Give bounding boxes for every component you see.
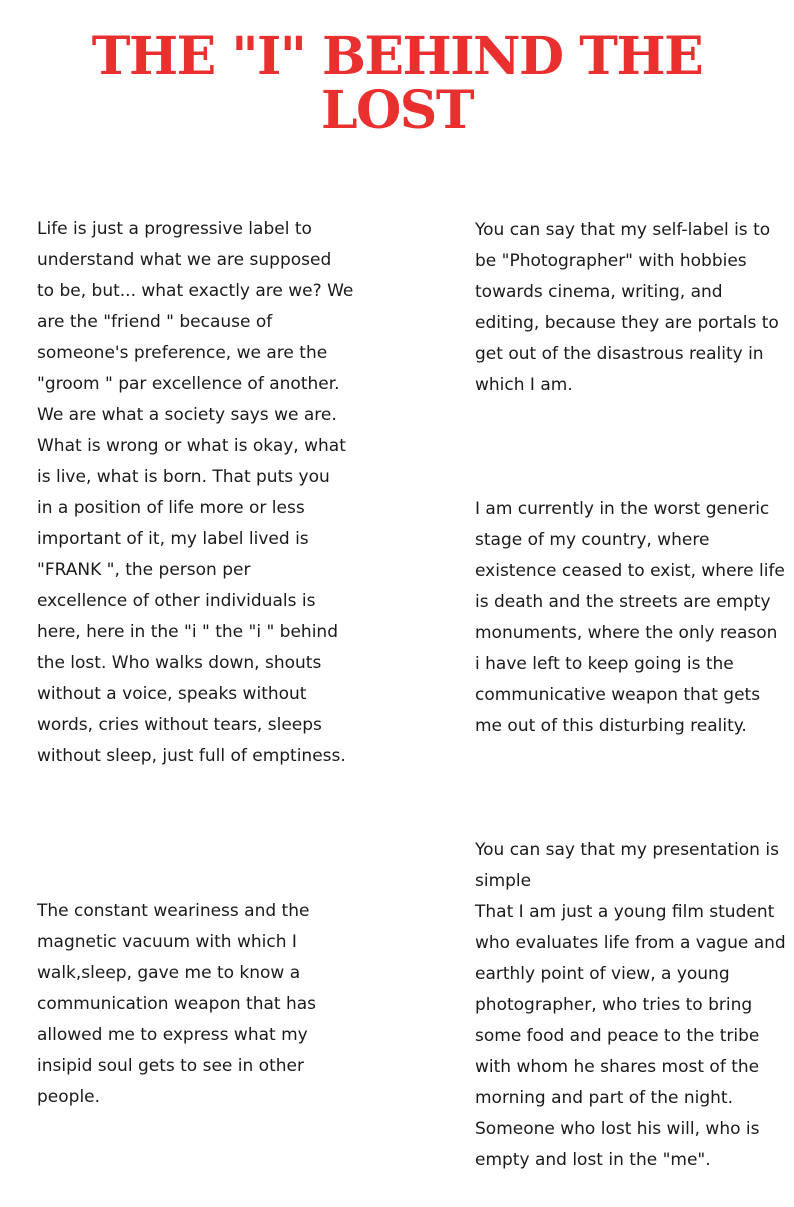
paragraph-spacer (475, 432, 794, 463)
right-column (475, 184, 794, 1207)
left-column (37, 183, 367, 1144)
title-line-2: LOST (320, 80, 474, 141)
paragraph-spacer (475, 773, 794, 804)
right-paragraph-2: I am currently in the worst generic stage of my country, where existence ceased to exist, where life is death and the streets are empty monuments, where the only reason i have left to keep going is the communicative weapon that gets me out of this disturbing reality. (475, 499, 785, 736)
left-paragraph-2: The constant weariness and the magnetic vacuum with which I walk,sleep, gave me to know a communication weapon that has allowed me to express what my insipid soul gets to see in other people. (37, 901, 316, 1107)
paragraph-spacer (37, 803, 367, 865)
right-paragraph-1: You can say that my self-label is to be "Photographer" with hobbies towards cinema, writing, and editing, because they are portals to get out of the disastrous reality in which I am. (475, 220, 779, 395)
title-line-1: THE "I" BEHIND THE (91, 26, 703, 87)
right-paragraph-3: You can say that my presentation is simple That I am just a young film student who evaluates life from a vague and earthly point of view, a young photographer, who tries to bring some food and peace to the tribe with whom he shares most of the morning and part of the night. Someone who lost his will, who is empty and lost in the "me". (475, 840, 786, 1170)
left-paragraph-1: Life is just a progressive label to understand what we are supposed to be, but... what exactly are we? We are the "friend " because of someone's preference, we are the "groom " par excellence of another. We are what a society says we are. What is wrong or what is okay, what is live, what is born. That puts you in a position of life more or less important of it, my label lived is "FRANK ", the person per excellence of other individuals is here, here in the "i " the "i " behind the lost. Who walks down, shouts without a voice, speaks without words, cries without tears, sleeps without sleep, just full of emptiness. (37, 219, 354, 766)
page-title (0, 26, 794, 141)
